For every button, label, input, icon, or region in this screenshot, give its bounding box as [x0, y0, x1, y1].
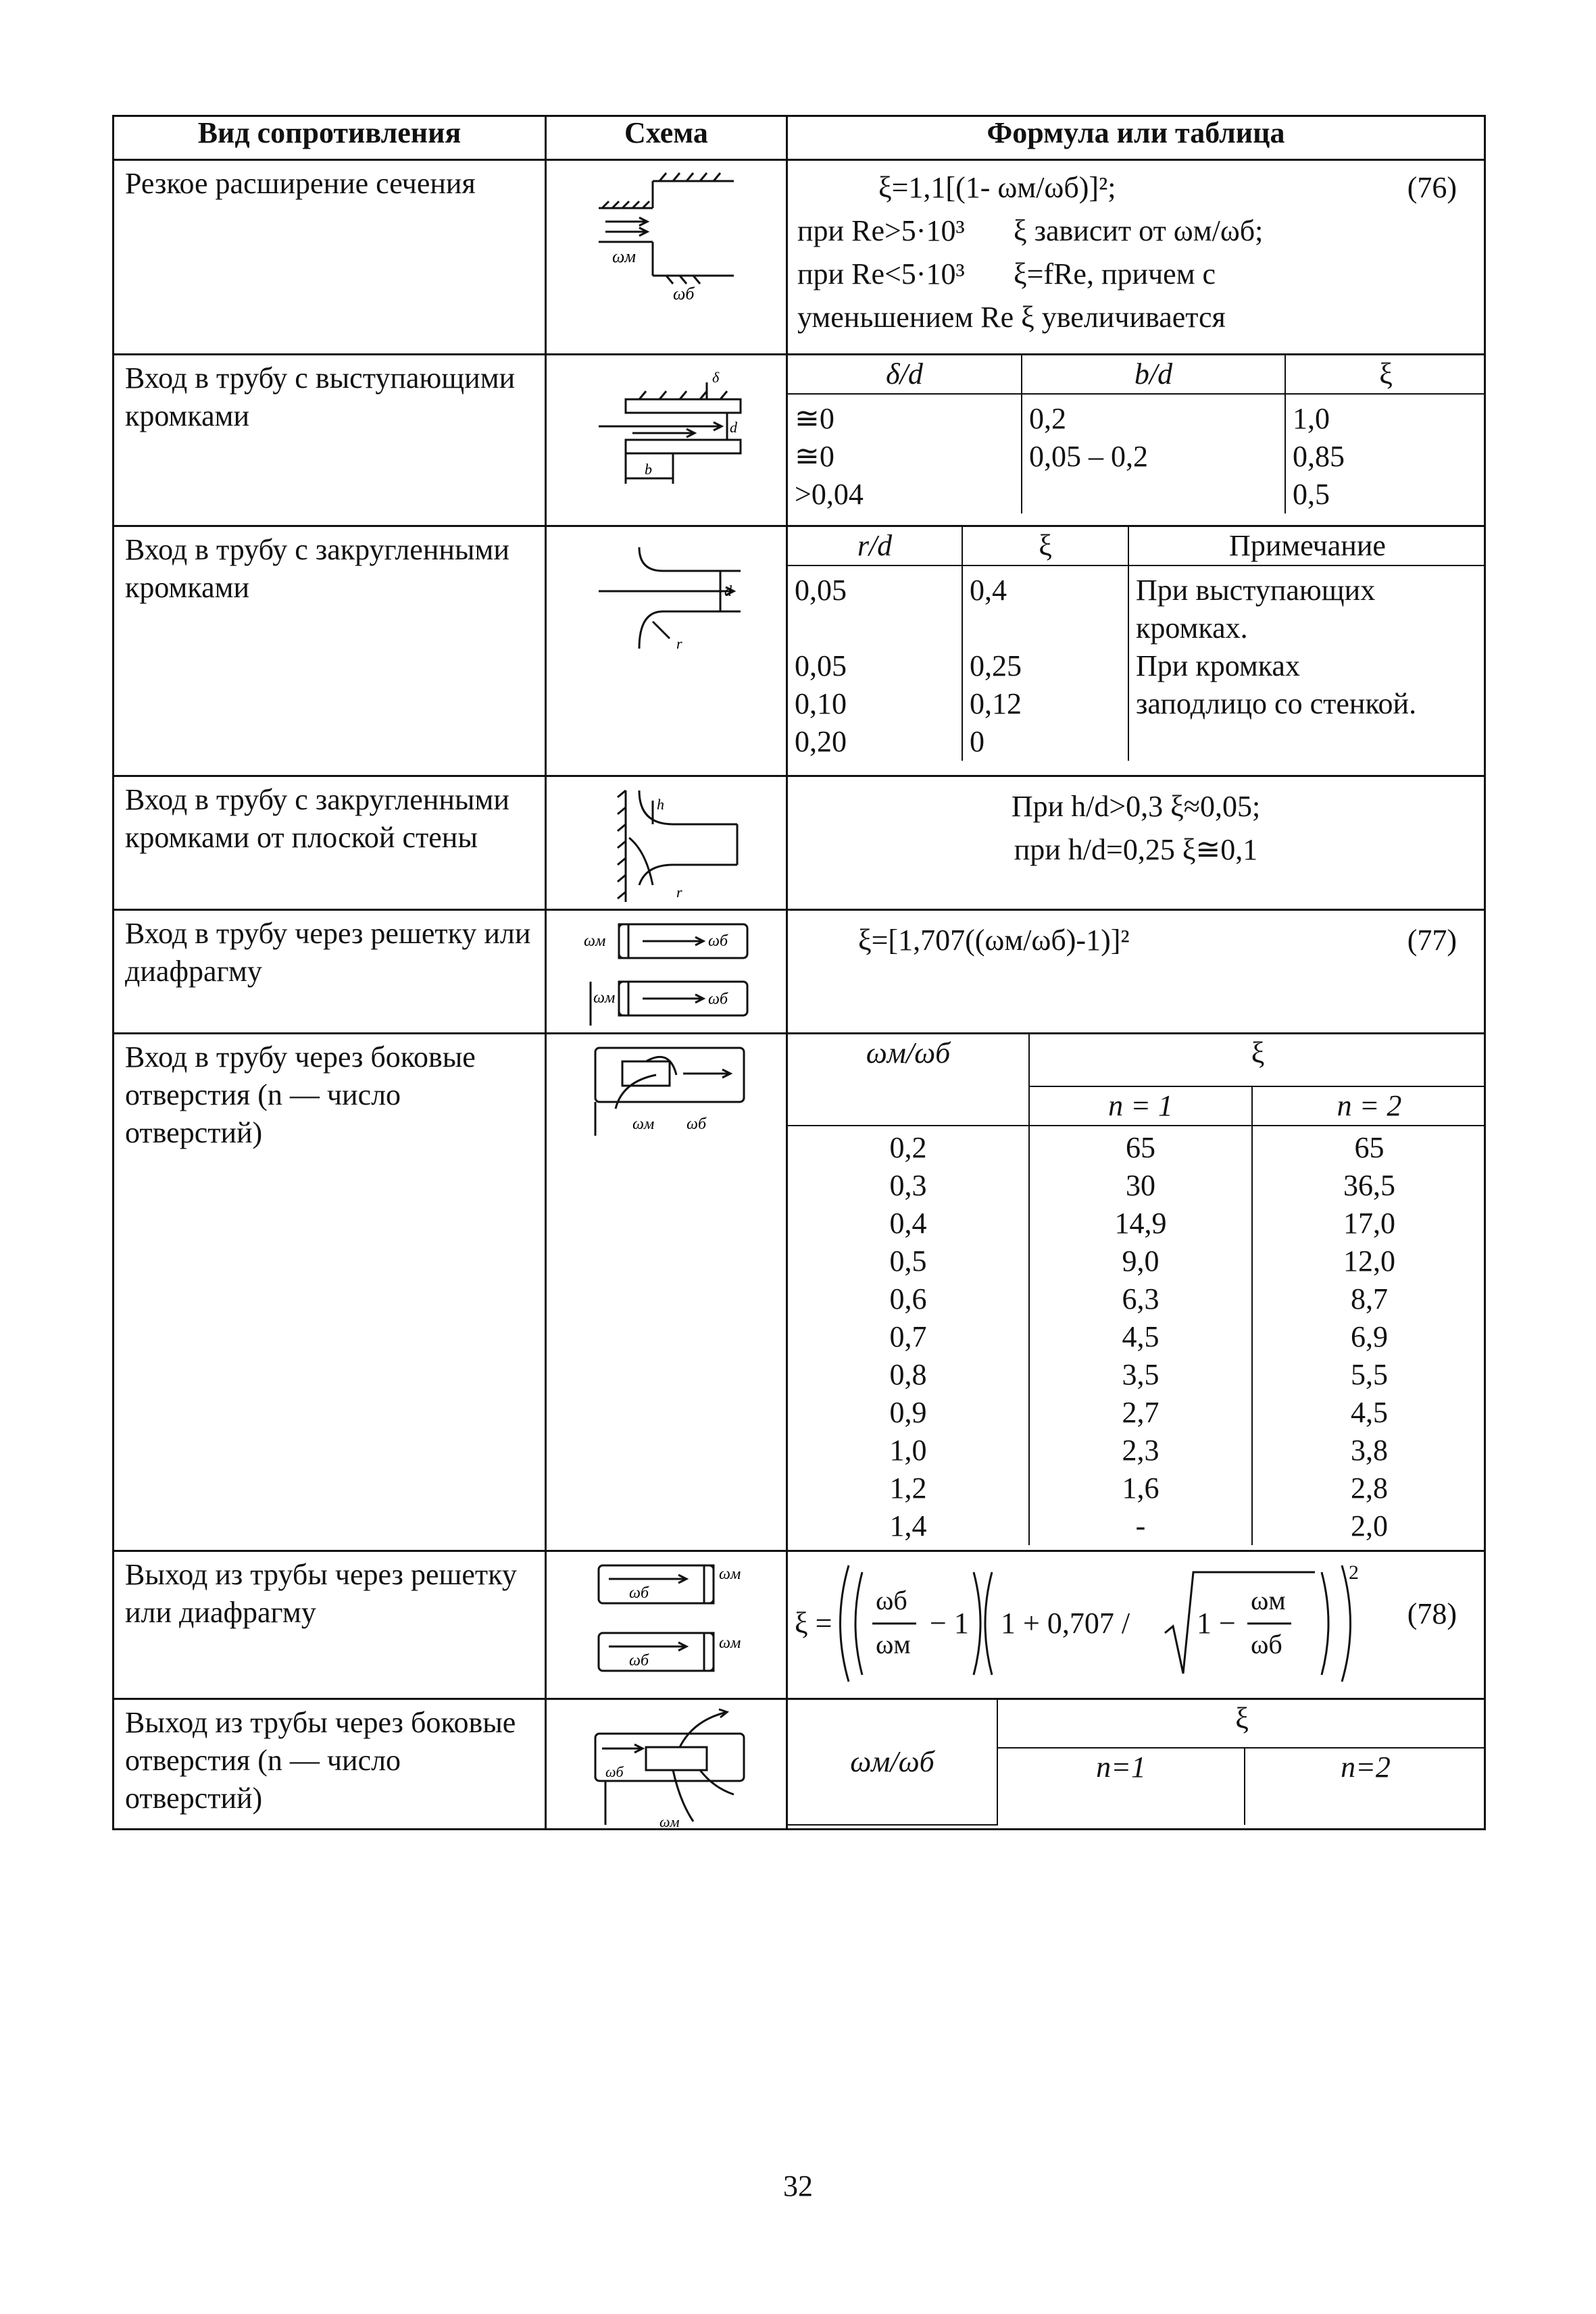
svg-text:ωм: ωм: [659, 1813, 680, 1828]
schema-side-holes-entry: [546, 1034, 787, 1551]
header-schema: Схема: [546, 116, 787, 160]
table-cell: 0,4 0,25 0,12 0: [962, 565, 1128, 761]
table-row: [788, 565, 1486, 761]
table-cell: 0,2 0,05 – 0,2: [1022, 394, 1285, 513]
table-row: [788, 1034, 1486, 1086]
table-header-row: [114, 116, 1485, 160]
row-name: Вход в трубу с закругленными кромками: [125, 533, 509, 604]
ratio-column: 0,2 0,3 0,4 0,5 0,6 0,7 0,8 0,9 1,0 1,2 1,4: [788, 1126, 1029, 1545]
table-row: [114, 160, 1485, 355]
row-name: Вход в трубу через боковые отверстия (n — число отверстий): [125, 1040, 476, 1149]
table-row: [114, 776, 1485, 910]
table-row: [114, 1551, 1485, 1699]
svg-text:ωм: ωм: [632, 1115, 655, 1133]
table-row: [788, 1126, 1486, 1545]
svg-text:ωб: ωб: [1251, 1629, 1282, 1659]
column-header: ωм/ωб: [788, 1700, 997, 1825]
table-row: [788, 527, 1486, 565]
svg-text:ωб: ωб: [629, 1652, 649, 1669]
header-formula: Формула или таблица: [787, 116, 1485, 160]
formula-line: При h/d>0,3 ξ≈0,05;: [1011, 790, 1261, 823]
sudden-expansion-diagram: [585, 168, 747, 303]
column-header: δ/d: [788, 355, 1022, 394]
formula-76: [788, 161, 1484, 345]
svg-text:d: d: [724, 582, 732, 599]
table-cell: 1,0 0,85 0,5: [1285, 394, 1486, 513]
svg-text:ωм: ωм: [719, 1634, 741, 1652]
row-name: Резкое расширение сечения: [125, 167, 476, 200]
formula-text: ξ=[1,707((ωм/ωб)-1)]²: [858, 924, 1130, 957]
svg-text:ωб: ωб: [629, 1584, 649, 1602]
row-name: Выход из трубы через решетку или диафрагму: [125, 1558, 517, 1629]
formula-number: (78): [1407, 1597, 1457, 1630]
side-holes-exit-diagram: [578, 1707, 754, 1828]
table-row: [788, 394, 1486, 513]
rounded-edges-table: [788, 527, 1486, 761]
schema-rounded-from-wall: [546, 776, 787, 910]
svg-text:− 1: − 1: [930, 1607, 969, 1640]
table-row: [114, 1034, 1485, 1551]
formula-78-graphic: [795, 1559, 1389, 1687]
svg-text:ξ =: ξ =: [795, 1607, 832, 1640]
svg-text:δ: δ: [712, 369, 720, 386]
svg-text:ωм: ωм: [876, 1629, 911, 1659]
table-row: [114, 910, 1485, 1034]
svg-text:h: h: [657, 796, 664, 813]
formula-line: при h/d=0,25 ξ≅0,1: [1014, 833, 1258, 866]
column-header: n = 1: [1029, 1086, 1252, 1126]
schema-grid-exit: [546, 1551, 787, 1699]
table-row: [114, 355, 1485, 526]
column-header: n=1: [997, 1748, 1245, 1825]
formula-number: (77): [1407, 924, 1457, 957]
grid-exit-diagram: [578, 1559, 754, 1687]
svg-text:ωб: ωб: [708, 990, 728, 1008]
condition-2a: при Re<5·10³: [797, 257, 965, 291]
row-name: Вход в трубу через решетку или диафрагму: [125, 917, 531, 988]
svg-text:d: d: [730, 419, 737, 436]
svg-text:r: r: [676, 635, 682, 652]
column-header: ξ: [1029, 1034, 1486, 1086]
side-holes-exit-table: [788, 1700, 1486, 1826]
condition-3: уменьшением Re ξ увеличивается: [797, 301, 1226, 334]
row-name: Выход из трубы через боковые отверстия (n — число отверстий): [125, 1706, 516, 1815]
resistance-table: [112, 115, 1486, 1830]
condition-1b: ξ зависит от ωм/ωб;: [1014, 214, 1264, 247]
page-number: 32: [783, 2169, 813, 2203]
svg-text:ωм: ωм: [1251, 1585, 1286, 1615]
formula-77: [788, 911, 1484, 967]
svg-text:ωм: ωм: [584, 932, 606, 950]
svg-text:b: b: [645, 461, 652, 478]
row-name: Вход в трубу с закругленными кромками от плоской стены: [125, 783, 509, 854]
schema-rounded-edges: [546, 526, 787, 776]
rounded-wall-diagram: [585, 784, 747, 905]
column-header: ξ: [997, 1700, 1486, 1748]
rounded-edges-diagram: [585, 534, 747, 669]
schema-sudden-expansion: [546, 160, 787, 355]
table-row: [114, 1699, 1485, 1830]
table-row: [114, 526, 1485, 776]
schema-protruding-edges: [546, 355, 787, 526]
svg-text:1 + 0,707 /: 1 + 0,707 /: [1001, 1607, 1130, 1640]
side-holes-entry-table: [788, 1034, 1486, 1545]
svg-text:ωм: ωм: [593, 989, 616, 1007]
grid-entry-diagram: [578, 917, 754, 1032]
table-cell: ≅0 ≅0 >0,04: [788, 394, 1022, 513]
svg-text:ωм: ωм: [719, 1565, 741, 1583]
svg-text:r: r: [676, 884, 682, 901]
column-header: ωм/ωб: [788, 1034, 1029, 1126]
table-cell: 0,05 0,05 0,10 0,20: [788, 565, 962, 761]
schema-side-holes-exit: [546, 1699, 787, 1830]
column-header: Примечание: [1128, 527, 1486, 565]
formula-78: [788, 1552, 1484, 1698]
condition-2b: ξ=fRe, причем с: [1014, 257, 1216, 291]
svg-text:ωб: ωб: [673, 284, 695, 303]
table-cell: При выступающих кромках. При кромках заподлицо со стенкой.: [1128, 565, 1486, 761]
svg-text:2: 2: [1349, 1561, 1359, 1584]
row-name: Вход в трубу с выступающими кромками: [125, 361, 516, 432]
column-header: ξ: [962, 527, 1128, 565]
column-header: r/d: [788, 527, 962, 565]
n2-column: 65 36,5 17,0 12,0 8,7 6,9 5,5 4,5 3,8 2,8 2,0: [1252, 1126, 1486, 1545]
header-resistance-type: Вид сопротивления: [114, 116, 546, 160]
table-row: [788, 355, 1486, 394]
formula-text: ξ=1,1[(1- ωм/ωб)]²;: [878, 171, 1116, 204]
side-holes-entry-diagram: [582, 1041, 751, 1142]
svg-text:ωб: ωб: [605, 1763, 624, 1780]
svg-text:1 −: 1 −: [1197, 1607, 1236, 1640]
table-row: [788, 1700, 1486, 1748]
column-header: ξ: [1285, 355, 1486, 394]
svg-text:ωб: ωб: [687, 1115, 707, 1133]
wall-entry-formula: [788, 777, 1484, 877]
condition-1a: при Re>5·10³: [797, 214, 965, 247]
schema-grid-entry: [546, 910, 787, 1034]
protruding-edges-diagram: [585, 362, 747, 497]
svg-text:ωм: ωм: [612, 247, 636, 266]
protruding-edges-table: [788, 355, 1486, 513]
svg-text:ωб: ωб: [708, 932, 728, 950]
column-header: n = 2: [1252, 1086, 1486, 1126]
formula-number: (76): [1407, 171, 1457, 204]
column-header: b/d: [1022, 355, 1285, 394]
n1-column: 65 30 14,9 9,0 6,3 4,5 3,5 2,7 2,3 1,6 -: [1029, 1126, 1252, 1545]
svg-text:ωб: ωб: [876, 1585, 907, 1615]
column-header: n=2: [1245, 1748, 1486, 1825]
